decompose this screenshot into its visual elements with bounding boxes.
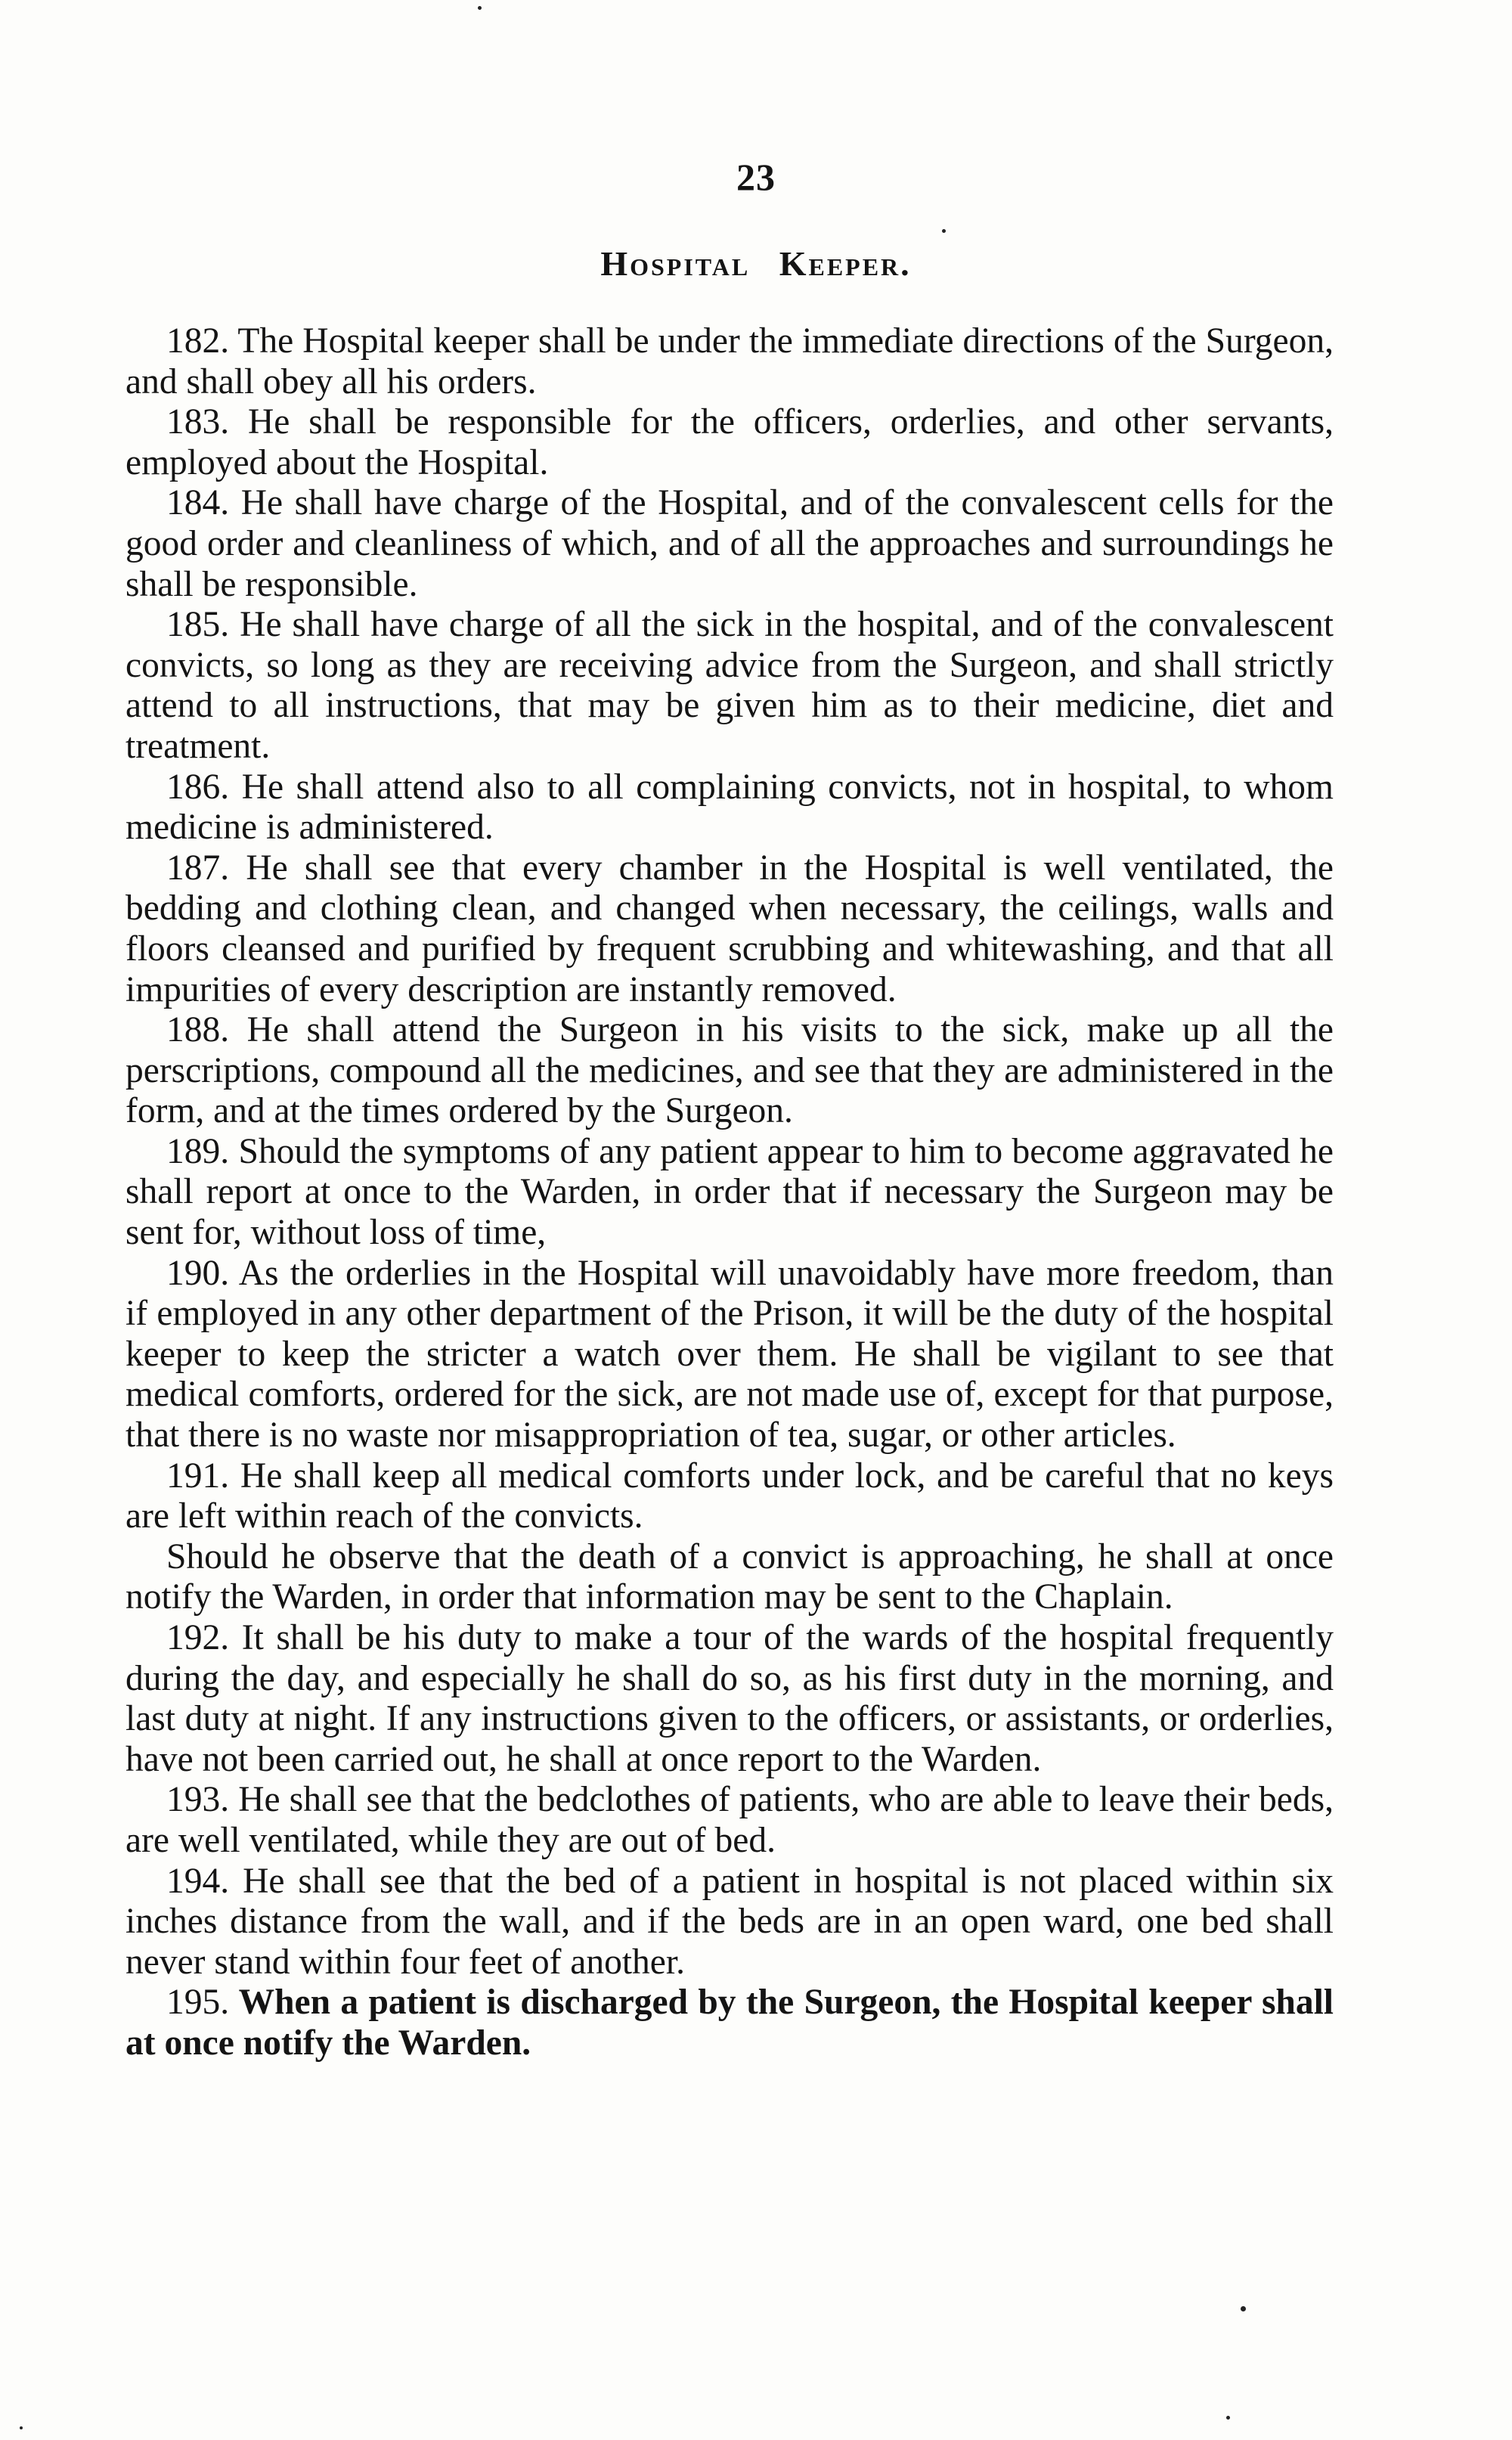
rule-number: 192. (166, 1618, 230, 1657)
rule-194 (125, 1862, 1334, 1983)
rule-text: He shall attend also to all complaining convicts, not in hospital, to whom medicine is administered. (125, 767, 1334, 848)
rule-number: 193. (166, 1780, 230, 1820)
rule-191-continued (125, 1537, 1334, 1618)
rules-list (125, 321, 1334, 2064)
rule-text: When a patient is discharged by the Surgeon, the Hospital keeper shall at once notify the Warden. (125, 1983, 1334, 2063)
rule-183 (125, 402, 1334, 483)
rule-text: He shall see that every chamber in the Hospital is well ventilated, the bedding and clothing clean, and changed when necessary, the ceilings, walls and floors cleansed and purified by frequent scrubbing and whitewashing, and that all impurities of every description are instantly removed. (125, 848, 1334, 1009)
rule-number: 184. (166, 483, 230, 523)
rule-text: He shall have charge of all the sick in the hospital, and of the convalescent convicts, so long as they are receiving advice from the Surgeon, and shall strictly attend to all instructions, that may be given him as to their medicine, diet and treatment. (125, 605, 1334, 766)
rule-text: He shall see that the bed of a patient in hospital is not placed within six inches distance from the wall, and if the beds are in an open ward, one bed shall never stand within four feet of another. (125, 1861, 1334, 1982)
rule-text: He shall attend the Surgeon in his visits to the sick, make up all the perscriptions, compound all the medicines, and see that they are administered in the form, and at the times ordered by the Surgeon. (125, 1010, 1334, 1131)
section-title: Hospital Keeper. (600, 244, 912, 283)
rule-189 (125, 1132, 1334, 1254)
rule-number: 186. (166, 767, 230, 807)
rule-text: It shall be his duty to make a tour of the wards of the hospital frequently during the day, and especially he shall do so, as his first duty in the morning, and last duty at night. If any instructions given to the officers, or assistants, or orderlies, have not been carried out, he shall at once report to the Warden. (125, 1618, 1334, 1779)
rule-185 (125, 605, 1334, 767)
ink-speck (20, 2426, 23, 2429)
rule-191 (125, 1456, 1334, 1537)
ink-speck (478, 6, 482, 10)
rule-187 (125, 848, 1334, 1010)
rule-number: 185. (166, 605, 230, 645)
rule-192 (125, 1618, 1334, 1780)
rule-text: As the orderlies in the Hospital will unavoidably have more freedom, than if employed in any other department of the Prison, it will be the duty of the hospital keeper to keep the stricter a watch over them. He shall be vigilant to see that medical comforts, ordered for the sick, are not made use of, except for that purpose, that there is no waste nor misappropriation of tea, sugar, or other articles. (125, 1253, 1334, 1456)
rule-193 (125, 1780, 1334, 1861)
rule-182 (125, 321, 1334, 402)
rule-190 (125, 1254, 1334, 1456)
rule-text: He shall see that the bedclothes of patients, who are able to leave their beds, are well ventilated, while they are out of bed. (125, 1780, 1334, 1860)
rule-number: 191. (166, 1456, 230, 1496)
rule-text: He shall have charge of the Hospital, and of the convalescent cells for the good order and cleanliness of which, and of all the approaches and surroundings he shall be responsible. (125, 483, 1334, 604)
rule-186 (125, 767, 1334, 848)
rule-number: 195. (166, 1983, 230, 2023)
ink-speck (1226, 2416, 1230, 2420)
page-number: 23 (736, 156, 776, 198)
rule-188 (125, 1010, 1334, 1132)
rule-text: Should the symptoms of any patient appear to him to become aggravated he shall report at once to the Warden, in order that if necessary the Surgeon may be sent for, without loss of time, (125, 1131, 1334, 1253)
rule-text: Should he observe that the death of a convict is approaching, he shall at once notify the Warden, in order that information may be sent to the Chaplain. (125, 1536, 1334, 1617)
ink-speck (1241, 2306, 1246, 2311)
rule-number: 189. (166, 1131, 230, 1171)
rule-number: 190. (166, 1253, 230, 1293)
rule-number: 188. (166, 1010, 230, 1050)
rule-number: 182. (166, 321, 230, 361)
rule-number: 194. (166, 1861, 230, 1901)
rule-number: 183. (166, 402, 230, 442)
rule-184 (125, 483, 1334, 605)
rule-text: The Hospital keeper shall be under the immediate directions of the Surgeon, and shall obey all his orders. (125, 321, 1334, 401)
rule-number: 187. (166, 848, 230, 888)
ink-speck (942, 229, 946, 233)
rule-text: He shall keep all medical comforts under lock, and be careful that no keys are left within reach of the convicts. (125, 1456, 1334, 1536)
rule-195 (125, 1983, 1334, 2063)
rule-text: He shall be responsible for the officers, orderlies, and other servants, employed about the Hospital. (125, 402, 1334, 482)
